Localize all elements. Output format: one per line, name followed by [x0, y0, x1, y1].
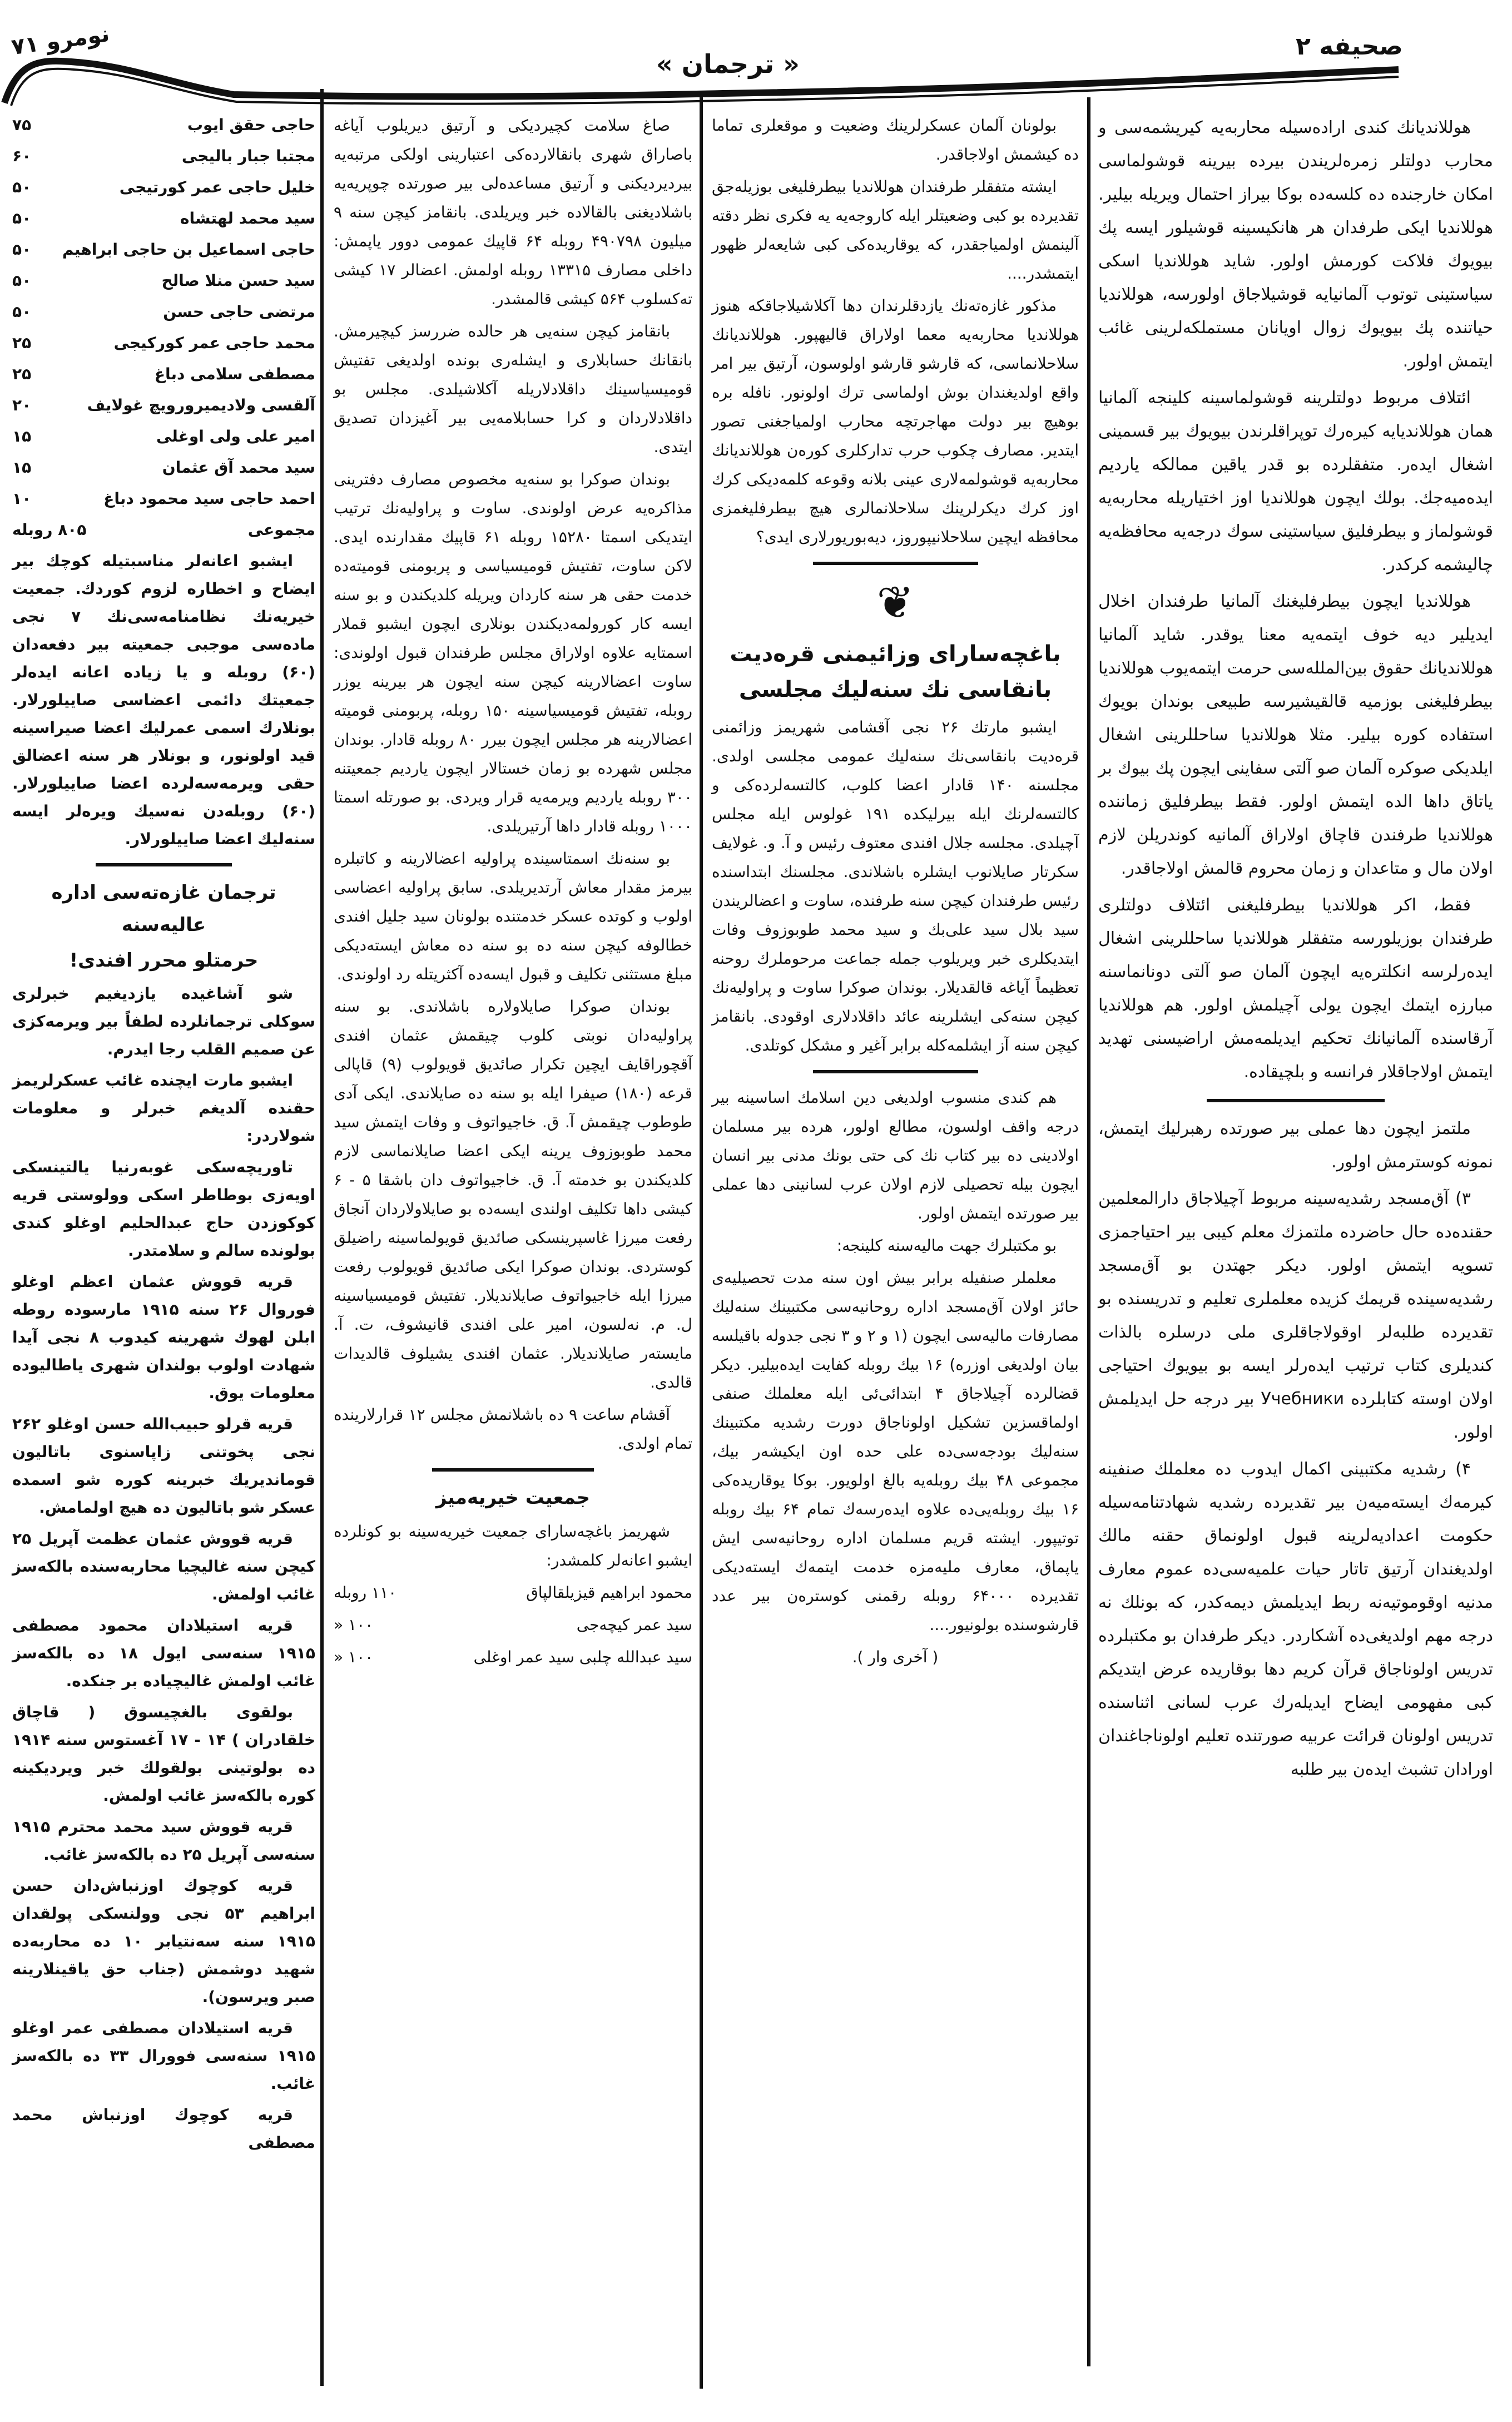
donor-name: مصطفی سلامی دباغ — [154, 365, 315, 383]
donation-amount: ۵۰ — [12, 209, 32, 227]
section-heading: حرمتلو محرر افندی! — [69, 949, 259, 972]
column-4-donations-letters — [12, 111, 315, 2160]
paragraph: بوندان صوكرا بو سنه‌یه مخصوص مصارف دفترینی مذاكره‌یه عرض اولوندی. ساوت و پراولیه‌نك ترتیب ایتدیكی اسمتا ۱۵۲۸۰ روبله ۶۱ قاپیك مقدارنده ایدی. لاكن ساوت، تفتیش قومیسیاسی و پربومنی قومیته‌ده خدمت حقی هر سنه كاردان ویریله كلدیكندن و بو سنه ایسه كار كورولمه‌دیكندن بونلاری ایچون ایشبو قملار اسمتایه علاوه اولاراق مجلس طرفندان قبول اولوندی: ساوت اعضالارینه كیچن سنه ایچون هر بیرینه یوزر روبله، تفتیش قومیسیاسینه ۱۵۰ روبله، پربومنی قومیته اعضالارینه هر مجلس ایچون بیرر ۸۰ روبله قادار. بوندان مجلس شهرده بو زمان خستالار ایچون یاردیم جمعیتنه ۳۰۰ روبله یاردیم ویرمه‌یه قرار ویردی. بو صورتله اسمتا ۱۰۰۰ روبله قادار داها آرتیریلدی. — [334, 470, 693, 835]
donor-name: سید عبدالله چلبی سید عمر اوغلی — [473, 1648, 692, 1666]
paragraph: هم كندی منسوب اولدیغی دین اسلامك اساسینه بیر درجه واقف اولسون، مطالع اولور، هرده بیر مسلمان اولادینی ده بیر كتاب نك كی حتی بونك مدنی بیر انسان ایچون بیله تحصیلی لازم اولان عرب لسانینی دها عملی بیر صورتده ایتمش اولور. — [712, 1088, 1079, 1222]
paragraph: ایشته متفقلر طرفندان هوللاندیا بیطرفلیغی بوزیله‌جق تقدیرده بو كبی وضعیتلر ایله كاروجه‌یه یه فكری نظر دقته آلینمش اولمیاجقدر، كه یوقاریده‌كی كبی شایعه‌لر ظهور ایتمشدر.... — [712, 177, 1079, 283]
paragraph: قریه قووش عثمان اعظم اوغلو فوروال ۲۶ سنه ۱۹۱۵ مارسوده روطه ابلن لهوك شهرینه كیدوب ۸ نجی آیدا شهادت اولوب بولندان شهری یاطالیوده معلومات یوق. — [12, 1272, 316, 1402]
donor-name: سید عمر كیچه‌جی — [576, 1616, 692, 1634]
page-number: صحیفه ۲ — [1296, 32, 1403, 61]
paragraph: ایشبو مارت ایچنده غائب عسكرلریمز حقنده آلدیغم خبرلر و معلومات شولاردر: — [12, 1071, 315, 1145]
donor-name: امیر علی ولی اوغلی — [156, 427, 315, 445]
paragraph: فقط، اكر هوللاندیا بیطرفلیغنی ائتلاف دولتلری طرفندان بوزیلورسه متفقلر هوللاندیا ساحللرینی اشغال ایده‌رلرسه انكلتره‌یه ایچون آلمان صو آلتی دونانماسنه مبارزه ایتمك ایچون یولی آچیلمش اولور. هم هوللاندیا آرقاسنده آلمانیانك تحكیم ایدیلمه‌مش اراضیسنی تهدید ایتمش اولاجاقلار فرانسه و بلچیقاده. — [1098, 895, 1493, 1082]
paragraph: ایشبو مارتك ۲۶ نجی آقشامی شهریمز وزائمنی قره‌دیت بانقاسی‌نك سنه‌لیك عمومی مجلسی اولدی. مجلسنه ۱۴۰ قادار اعضا كلوب، كالتسه‌لرده‌كی و كالتسه‌لرنك ایله بیرلیكده ۱۹۱ غولوس ایله مجلس آچیلدی. مجلسه جلال افندی معتوف رئیس و آ. و. غولایف سكرتار صایلانوب ایشلره باشلاندی. مجلسنك ابتداسنده رئیس طرفندان كیچن سنه طرفنده، ساوت و اعضالریندن سید بلال سید علی‌بك و سید محمد طوبوزوف وفات ایتدیكلری خبر ویریلوب جمله جماعت مرحوملرك روحنه تعظیماً آیاغه قالقدیلار. بوندان صوكرا ساوت و پراولیه‌نك كیچن سنه‌كی ایشلرینه عائد داقلادلاری اوقودی. بانقامز كیچن سنه آز ایشلمه‌كله برابر آغیر و مشكل كوتلدی. — [712, 718, 1079, 1054]
section-divider — [432, 1468, 593, 1472]
paragraph: بو سنه‌نك اسمتاسینده پراولیه اعضالارینه و كاتبلره بیرمز مقدار معاش آرتدیریلدی. سابق پراولیه اعضاسی اولوب و كوتده عسكر خدمتنده بولونان سید جلیل افندی خطالوفه كیچن سنه ده بو سنه ده معاش ایسته‌دیكی مبلغ مستثنی تكلیف و قبول ایسه‌ده آكثریتله رد اولوندی. — [334, 849, 692, 983]
column-2-bank-meeting — [712, 111, 1079, 1675]
paragraph: شو آشاغیده یازدیغیم خبرلری سوكلی ترجمانلرده لطفاً بیر ویرمه‌كزی عن صمیم القلب رجا ایدرم. — [12, 984, 315, 1058]
donor-name: حاجی اسماعیل بن حاجی ابراهیم — [62, 240, 315, 259]
donation-amount: ۲۵ — [12, 334, 32, 352]
donation-row — [12, 267, 315, 295]
donor-name: آلقسی ولادیمیرورویچ غولایف — [87, 396, 315, 414]
paragraph: قریه استیلادان مصطفی عمر اوغلو ۱۹۱۵ سنه‌سی فوورال ۳۳ ده بالكه‌سز غائب. — [12, 2019, 315, 2093]
paragraph: ایشبو اعانه‌لر مناسبتیله كوچك بیر ایضاح و اخطاره لزوم كوردك. جمعیت خیریه‌نك نظامنامه‌سی‌نك ۷ نجی ماده‌سی موجبی جمعیته بیر دفعه‌دان (۶۰) روبله و یا زیاده اعانه ایده‌لر جمعیتك دائمی اعضاسی صاییلورلار. بونلارك اسمی عمرلیك اعضا صیراسینه قید اولونور، و بونلار هر سنه اعضالق حقی ویرمه‌سه‌لرده اعضا صاییلورلار. (۶۰) روبله‌دن نه‌سیك ویره‌لر ایسه سنه‌لیك اعضا صاییلورلار. — [12, 552, 315, 848]
donation-row — [334, 1611, 692, 1640]
paragraph: مذكور غازه‌ته‌نك یازدقلرندان دها آكلاشیلاجاقكه هنوز هوللاندیا محاربه‌یه معما اولاراق قالیهپور. هوللاندیانك سلاحلانماسی، كه قارشو قارشو اولوسون، آرتیق بیر امر واقع اولدیغندان بوش اولماسی ترك اولونور. نافله بره بوهیچ بیر دولت مهاجرتچه محارب اولمیاجغنی تصور ایتدیر. مصارف چكوب حرب تداركلری كوره‌ن هوللاندیانك محاربه‌یه قوشولمه‌لاری عینی بلانه وقوعه كلمه‌دیكی كرك اوز كرك دیكرلرینك سلاحلانمالری هیچ بیطرفلیغمزی محافظه ایچین سلاحلانیپوروز، دیه‌بوریورلاری ایدی؟ — [712, 296, 1079, 546]
paragraph: تاوریچه‌سكی غوبه‌رنیا یالتینسكی اویه‌زی بوطاطر اسكی وولوستی قریه كوكوزدن حاج عبدالحلیم اوغلو كندی بولونده سالم و سلامتدر. — [12, 1158, 315, 1260]
section-divider — [96, 863, 232, 866]
paragraph: صاغ سلامت كچیردیكی و آرتیق دیریلوب آیاغه باصاراق شهری بانقالارده‌كی اعتبارینی اولكی مرتبه‌یه بیردیردیكنی و آرتیق مساعده‌لی بیر صورتده چوپریه‌یه باشلادیغنی بالقالاده خبر ویریلدی. بانقامز كیچن سنه ۹ میلیون ۴۹۰۷۹۸ روبله ۶۴ قاپیك عمومی دوور یاپمش: داخلی مصارف ۱۳۳۱۵ روبله اولمش. اعضالر ۱۷ كیشی ته‌كسلوب ۵۶۴ كیشی قالمشدر. — [334, 116, 693, 308]
donation-row — [12, 298, 315, 326]
donation-row — [12, 454, 315, 482]
donation-amount: ۲۵ — [12, 365, 32, 383]
donation-amount: ۵۰ — [12, 178, 32, 196]
paragraph: بو مكتبلرك جهت مالیه‌سنه كلینجه: — [836, 1236, 1057, 1255]
donation-row — [12, 236, 315, 264]
donation-amount: ۸۰۵ روبله — [12, 521, 87, 539]
donor-name: حاجی حقق ایوب — [187, 116, 315, 134]
paragraph: هوللاندیا ایچون بیطرفلیغنك آلمانیا طرفندان اخلال ایدیلیر دیه خوف ایتمه‌یه معنا یوقدر. شاید آلمانیا هوللاندیانك حقوق بین‌الملله‌سی حرمت ایتمه‌یوب هوللاندیا بیطرفلیغنی بوزمیه قالقیشیرسه طبیعی بوندان بویوك استفاده كوره بیلیر. مثلا هوللاندیا ساحللرینی اشغال ایلدیكی صوكره آلمان صو آلتی سفاینی ایچون پك بیوك بر یاتاق داها الده ایتمش اولور. فقط بیطرفلیق زماننده هوللاندیا طرفندن قاچاق اولاراق آلمانیه كوندریلن لازم اولان مال و متاعدان و زمان محروم قالمش اولاجاقدر. — [1098, 592, 1493, 878]
donation-row — [12, 111, 315, 139]
donor-name: احمد حاجی سید محمود دباغ — [103, 489, 315, 508]
donation-amount: ۵۰ — [12, 240, 32, 259]
donation-row — [12, 423, 315, 450]
paragraph: بوندان صوكرا صایلاولاره باشلاندی. بو سنه پراولیه‌دان نوبتی كلوب چیقمش عثمان افندی آقچوراقایف ایچین تكرار صائدیق قویولوب (۹) قاپالی قرعه (۱۸۰) صیفرا ایله بو سنه ده صایلاندی. ایكی آدی طوطوب چیقمش آ. ق. خاجیواتوف و وفات ایتمش سید محمد طوبوزوف یرینه ایكی اعضا صایلانماسی لازم كلدیكندن بو خدمته آ. ق. خاجیواتوف دان باشقا ۵ - ۶ كیشی داها تكلیف اولندی ایسه‌ده بو صایلاولاردان آنجاق رفعت میرزا غاسپرینسكی صائدیق قویولماسینه راضیلق كوستردی. بوندان صوكرا ایكی صائدیق قویولوب رفعت میرزا ایله خاجیواتوف صایلاندیلار. تفتیش قومیسیاسینه ل. م. نه‌لسون، امیر علی افندی قانیشوف، ت. آ. مایسته‌ر صایلاندیلار. عثمان افندی یشیلوف قالدیدات قالدی. — [334, 997, 692, 1391]
donation-row — [12, 485, 315, 513]
section-divider — [813, 562, 978, 565]
donor-name: محمود ابراهیم قیزیلقالپاق — [526, 1583, 692, 1602]
donor-name: مرتضی حاجی حسن — [163, 303, 315, 321]
donation-amount: ۱۵ — [12, 427, 32, 445]
paragraph: معلملر صنفیله برابر بیش اون سنه مدت تحصیلیه‌ی حائز اولان آق‌مسجد اداره روحانیه‌سی مكتبینك سنه‌لیك مصارفات مالیه‌سی ایچون (۱ و ۲ و ۳ نجی جدوله باقیلسه بیان اولدیغی اوزره) ۱۶ بیك روبله كفایت ایده‌بیلیر. دیكر قضالرده آچیلاجاق ۴ ابتدائی‌ئی ایله معلملك صنفی اولماقسزین تشكیل اولوناجاق دورت رشدیه مكتبینك سنه‌لیك بودجه‌سی‌ده علی حده اون ایكیشه‌ر بیك، مجموعی ۴۸ بیك روبله‌یه بالغ اولویور. بوكا یوقاریده‌كی ۱۶ بیك روبله‌یی‌ده علاوه ایده‌رسه‌ك تمام ۶۴ بیك روبله توتیپور. ایشته قریم مسلمان اداره روحانیه‌سی ایش یاپماق، معارف ملیه‌مزه خدمت ایتمه‌ك ایسته‌دیكی تقدیرده ۶۴۰۰۰ روبله رقمنی كوستره‌ن بیر عدد قارشوسنده بولونیور.... — [712, 1269, 1079, 1634]
column-rule — [700, 97, 703, 2389]
section-heading: ترجمان غازه‌ته‌سی اداره عالیه‌سنه — [51, 881, 276, 936]
donation-row — [334, 1643, 692, 1672]
donation-amount: ۷۵ — [12, 116, 32, 134]
donor-name: مجتبا جبار بالیجی — [181, 147, 315, 165]
paragraph: بولونان آلمان عسكرلرینك وضعیت و موقعلری تماما ده كیشمش اولاجاقدر. — [712, 116, 1079, 164]
donation-amount: ۶۰ — [12, 147, 32, 165]
paragraph: بانقامز كیچن سنه‌یی هر حالده ضررسز كیچیرمش. بانقانك حسابلاری و ایشله‌ری بونده اولدیغی تفتیش قومیسیاسینك داقلادلاریله آكلاشیلدی. مجلس بو داقلادلاردان و كرا حسابلامه‌یی بیر آغیزدان تصدیق ایتدی. — [334, 322, 692, 456]
paragraph: ائتلاف مربوط دولتلرینه قوشولماسینه كلینجه آلمانیا همان هوللاندیایه كیره‌رك توپراقلرندن بیویوك بیر قسمینی اشغال ایده‌ر. متفقلرده بو قدر یاقین ممالكه یاردیم ایده‌میه‌جك. بولك ایچون هوللاندیا اوز اختیاریله محاربه‌یه قوشولماز و بیطرفلیق سیاستینی سوك درجه‌یه محافظه‌یه چالیشمه كركدر. — [1098, 388, 1493, 574]
paragraph: قریه كوچوك اوزنباش محمد مصطفی — [12, 2106, 315, 2152]
issue-number: نومرو ۷۱ — [9, 21, 111, 61]
newspaper-title: « ترجمان » — [656, 49, 800, 79]
donor-name: سید محمد آق عثمان — [162, 458, 315, 477]
section-divider — [1207, 1099, 1385, 1102]
column-3-bank-meeting-charity — [334, 111, 692, 1675]
donation-amount: ۲۰ — [12, 396, 32, 414]
section-heading: جمعیت خیریه‌میز — [435, 1487, 591, 1509]
column-rule — [320, 89, 324, 2386]
donation-amount: ۱۰۰ « — [334, 1616, 374, 1634]
paragraph: هوللاندیانك كندی اراده‌سیله محاربه‌یه كیریشمه‌سی و محارب دولتلر زمره‌لریندن بیرده بیرینه قوشولماسی امكان خارجنده ده كلسه‌ده بوكا بیراز احتمال ویریله بیلیر. هوللاندیا ایكی طرفدان هر هانكیسینه قوشیلور ایسه پك بیویوك فلاكت كورمش اولور. شاید هوللاندیا اسكی سیاستینی توتوب آلمانیایه قوشیلاجاق اولورسه، هوللاندیا حیاتنده پك بیویوك زوال اویانان مستملكه‌لرینی غائب ایتمش اولور. — [1098, 118, 1493, 371]
donation-amount: ۱۵ — [12, 458, 32, 477]
donation-amount: ۱۰ — [12, 489, 32, 508]
donation-row — [12, 142, 315, 170]
paragraph: قریه كوچوك اوزنباش‌دان حسن ابراهیم ۵۳ نجی وولنسكی پولقدان ۱۹۱۵ سنه سه‌نتیابر ۱۰ ده محاربه‌ده شهید دوشمش (جناب حق یاقینلارینه صبر ویرسون). — [12, 1876, 316, 2006]
donor-name: سید حسن منلا صالح — [161, 271, 315, 290]
donation-row — [12, 392, 315, 419]
donor-name: مجموعی — [247, 521, 315, 539]
donation-row — [12, 516, 315, 544]
donor-name: خلیل حاجی عمر كورتیجی — [119, 178, 315, 196]
ornament-icon: ❦ — [876, 577, 914, 628]
continued-note: ( آخری وار ). — [852, 1648, 939, 1666]
column-rule — [1087, 97, 1090, 2366]
paragraph: قریه قووش عثمان عظمت آپریل ۲۵ كیچن سنه غالیچیا محاربه‌سنده بالكه‌سز غائب اولمش. — [12, 1529, 315, 1603]
donation-amount: ۵۰ — [12, 271, 32, 290]
donation-row — [12, 329, 315, 357]
donation-amount: ۵۰ — [12, 303, 32, 321]
paragraph: قریه قووش سید محمد محترم ۱۹۱۵ سنه‌سی آپریل ۲۵ ده بالكه‌سز غائب. — [12, 1817, 315, 1864]
paragraph: آقشام ساعت ۹ ده باشلانمش مجلس ۱۲ قرارلارینده تمام اولدی. — [334, 1405, 692, 1453]
donation-row — [334, 1578, 692, 1607]
article-headline: باغچه‌سارای وزائیمنی قره‌دیت بانقاسی نك سنه‌لیك مجلسی — [730, 641, 1061, 702]
paragraph: بولقوی بالغچیسوق ( قاچاق خلقادران ) ۱۴ - ۱۷ آغستوس سنه ۱۹۱۴ ده بولوتینی بولقولك خبر ویردیكینه كوره بالكه‌سز غائب اولمش. — [12, 1703, 315, 1805]
section-divider — [813, 1070, 978, 1073]
paragraph: شهریمز باغچه‌سارای جمعیت خیریه‌سینه بو كونلرده ایشبو اعانه‌لر كلمشدر: — [334, 1522, 692, 1569]
donation-amount: ۱۰۰ « — [334, 1648, 374, 1666]
paragraph: ۴) رشدیه مكتبینی اكمال ایدوب ده معلملك صنفینه كیرمه‌ك ایسته‌میه‌ن بیر تقدیرده رشدیه شهادتنامه‌سیله حكومت اعدادیه‌لرینه قبول اولونماق حقنه مالك اولدیغندان آرتیق تاتار حیات علمیه‌سی‌ده عموم معارف مدنیه اوقوموتیه‌نه ربط ایدیلمش دیمه‌كدر، كه بونلك نه درجه مهم اولدیغی‌ده آشكاردر. دیكر طرفدان بو مكتبلرده تدریس اولوناجاق قرآن كریم دها بوقاریده عرض ایتدیكم كبی مفهومی ایضاح ایدیله‌رك عرب لسانی اثناسنده تدریس اولونان قرائت عربیه صورتنده تعلیم اولوناجاغندان اورادان تشبث ایده‌ن بیر طلبه — [1098, 1459, 1493, 1779]
column-1-holland-article — [1098, 111, 1493, 1790]
donation-row — [12, 174, 315, 201]
donor-name: سید محمد لهتشاه — [180, 209, 315, 227]
paragraph: ملتمز ایچون دها عملی بیر صورتده رهبرلیك ایتمش، نمونه كوسترمش اولور. — [1098, 1119, 1493, 1172]
paragraph: ۳) آق‌مسجد رشدیه‌سینه مربوط آچیلاجاق دارالمعلمین حقنده‌ده حال حاضرده ملتمزك معلم كیبی بیر احتیاجمزی تسویه ایتمش اولور. دیكر جهتدن بو آق‌مسجد رشدیه‌سینده قریمك كزیده معلملری تعلیم و تدریسنده بو تقدیرده طلبه‌لر اوقولاجاقلری ملی درسلره بالذات كندیلری كتاب ترتیب ایده‌رلر ایسه بو بیویوك احتیاجی اولان اوسته كتابلرده Учебники بیر درجه حل ایدیلمش اولور. — [1098, 1189, 1493, 1442]
donation-row — [12, 205, 315, 232]
paragraph: قریه قرلو حبیب‌الله حسن اوغلو ۲۶۲ نجی پخوتنی زاپاسنوی باتالیون قوماندیریك خبرینه كوره شو اسمده عسكر شو باتالیون ده هیچ اولمامش. — [12, 1415, 315, 1517]
paragraph: قریه استیلادان محمود مصطفی ۱۹۱۵ سنه‌سی ایول ۱۸ ده بالكه‌سز غائب اولمش غالیچیاده بر جنكده. — [12, 1616, 316, 1690]
donation-row — [12, 360, 315, 388]
donor-name: محمد حاجی عمر كوركیجی — [113, 334, 315, 352]
donation-amount: ۱۱۰ روبله — [334, 1583, 397, 1602]
